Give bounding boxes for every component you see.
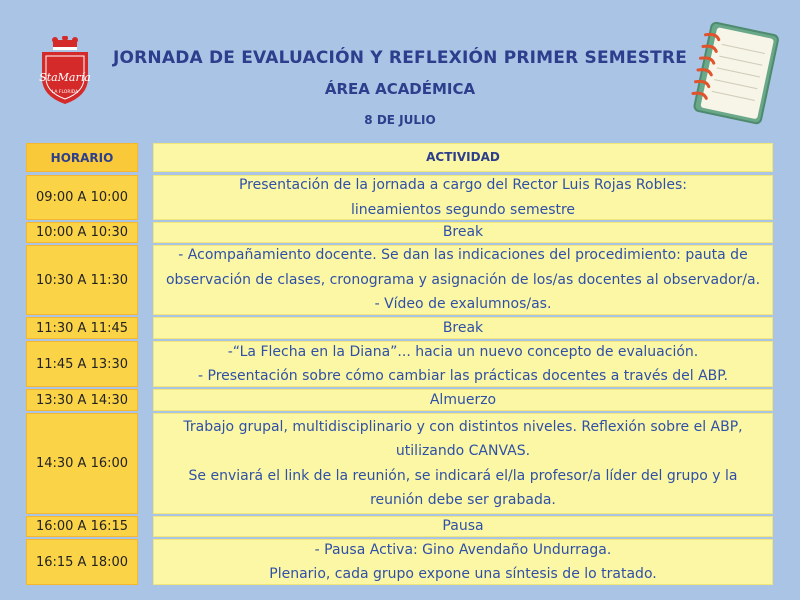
activity-line: - Acompañamiento docente. Se dan las indicaciones del procedimiento: pauta de xyxy=(178,247,748,264)
time-cell: 13:30 A 14:30 xyxy=(26,389,138,411)
time-cell: 10:30 A 11:30 xyxy=(26,245,138,315)
time-cell: 16:15 A 18:00 xyxy=(26,539,138,585)
activity-cell xyxy=(153,175,773,220)
page-subtitle: ÁREA ACADÉMICA xyxy=(324,80,476,98)
activity-line: Almuerzo xyxy=(429,391,497,408)
activity-line: reunión debe ser grabada. xyxy=(370,492,556,508)
activity-line: - Vídeo de exalumnos/as. xyxy=(374,296,552,313)
time-cell: 09:00 A 10:00 xyxy=(26,175,138,220)
time-header: HORARIO xyxy=(26,143,138,172)
activity-line: Trabajo grupal, multidisciplinario y con distintos niveles. Reflexión sobre el ABP, xyxy=(183,418,743,435)
activity-line: Plenario, cada grupo expone una síntesis de lo tratado. xyxy=(269,566,657,582)
activity-line: Presentación de la jornada a cargo del Rector Luis Rojas Robles: xyxy=(238,177,687,193)
activity-line: lineamientos segundo semestre xyxy=(350,201,576,218)
activity-line: utilizando CANVAS. xyxy=(395,443,531,459)
time-cell: 16:00 A 16:15 xyxy=(26,516,138,537)
activity-cell xyxy=(153,245,773,315)
logo-text: StaMaría xyxy=(39,71,91,84)
activity-line: - Presentación sobre cómo cambiar las prácticas docentes a través del ABP. xyxy=(198,368,728,384)
activity-line: Break xyxy=(442,224,484,241)
activity-cell xyxy=(153,516,773,537)
activity-cell xyxy=(153,413,773,514)
activity-line: Se enviará el link de la reunión, se indicará el/la profesor/a líder del grupo y la xyxy=(188,467,738,484)
activity-cell xyxy=(153,222,773,243)
activity-line: Pausa xyxy=(442,518,484,535)
time-cell: 14:30 A 16:00 xyxy=(26,413,138,514)
activity-cell xyxy=(153,539,773,585)
logo-subtext: LA FLORIDA xyxy=(51,90,79,95)
header xyxy=(0,0,800,140)
activity-line: - Pausa Activa: Gino Avendaño Undurraga. xyxy=(314,541,612,558)
time-cell: 11:30 A 11:45 xyxy=(26,317,138,339)
time-cell: 11:45 A 13:30 xyxy=(26,341,138,387)
activity-header: ACTIVIDAD xyxy=(153,143,773,172)
page-title: JORNADA DE EVALUACIÓN Y REFLEXIÓN PRIMER SEMESTRE xyxy=(112,48,688,68)
activity-cell xyxy=(153,317,773,339)
activity-line: Break xyxy=(442,319,484,336)
activity-cell xyxy=(153,389,773,411)
notebook-icon xyxy=(690,18,782,130)
activity-line: observación de clases, cronograma y asignación de los/as docentes al observador/a. xyxy=(165,271,761,288)
activity-cell xyxy=(153,341,773,387)
date-label: 8 DE JULIO xyxy=(364,113,436,127)
time-cell: 10:00 A 10:30 xyxy=(26,222,138,243)
activity-line: -“La Flecha en la Diana”... hacia un nuevo concepto de evaluación. xyxy=(227,343,699,360)
